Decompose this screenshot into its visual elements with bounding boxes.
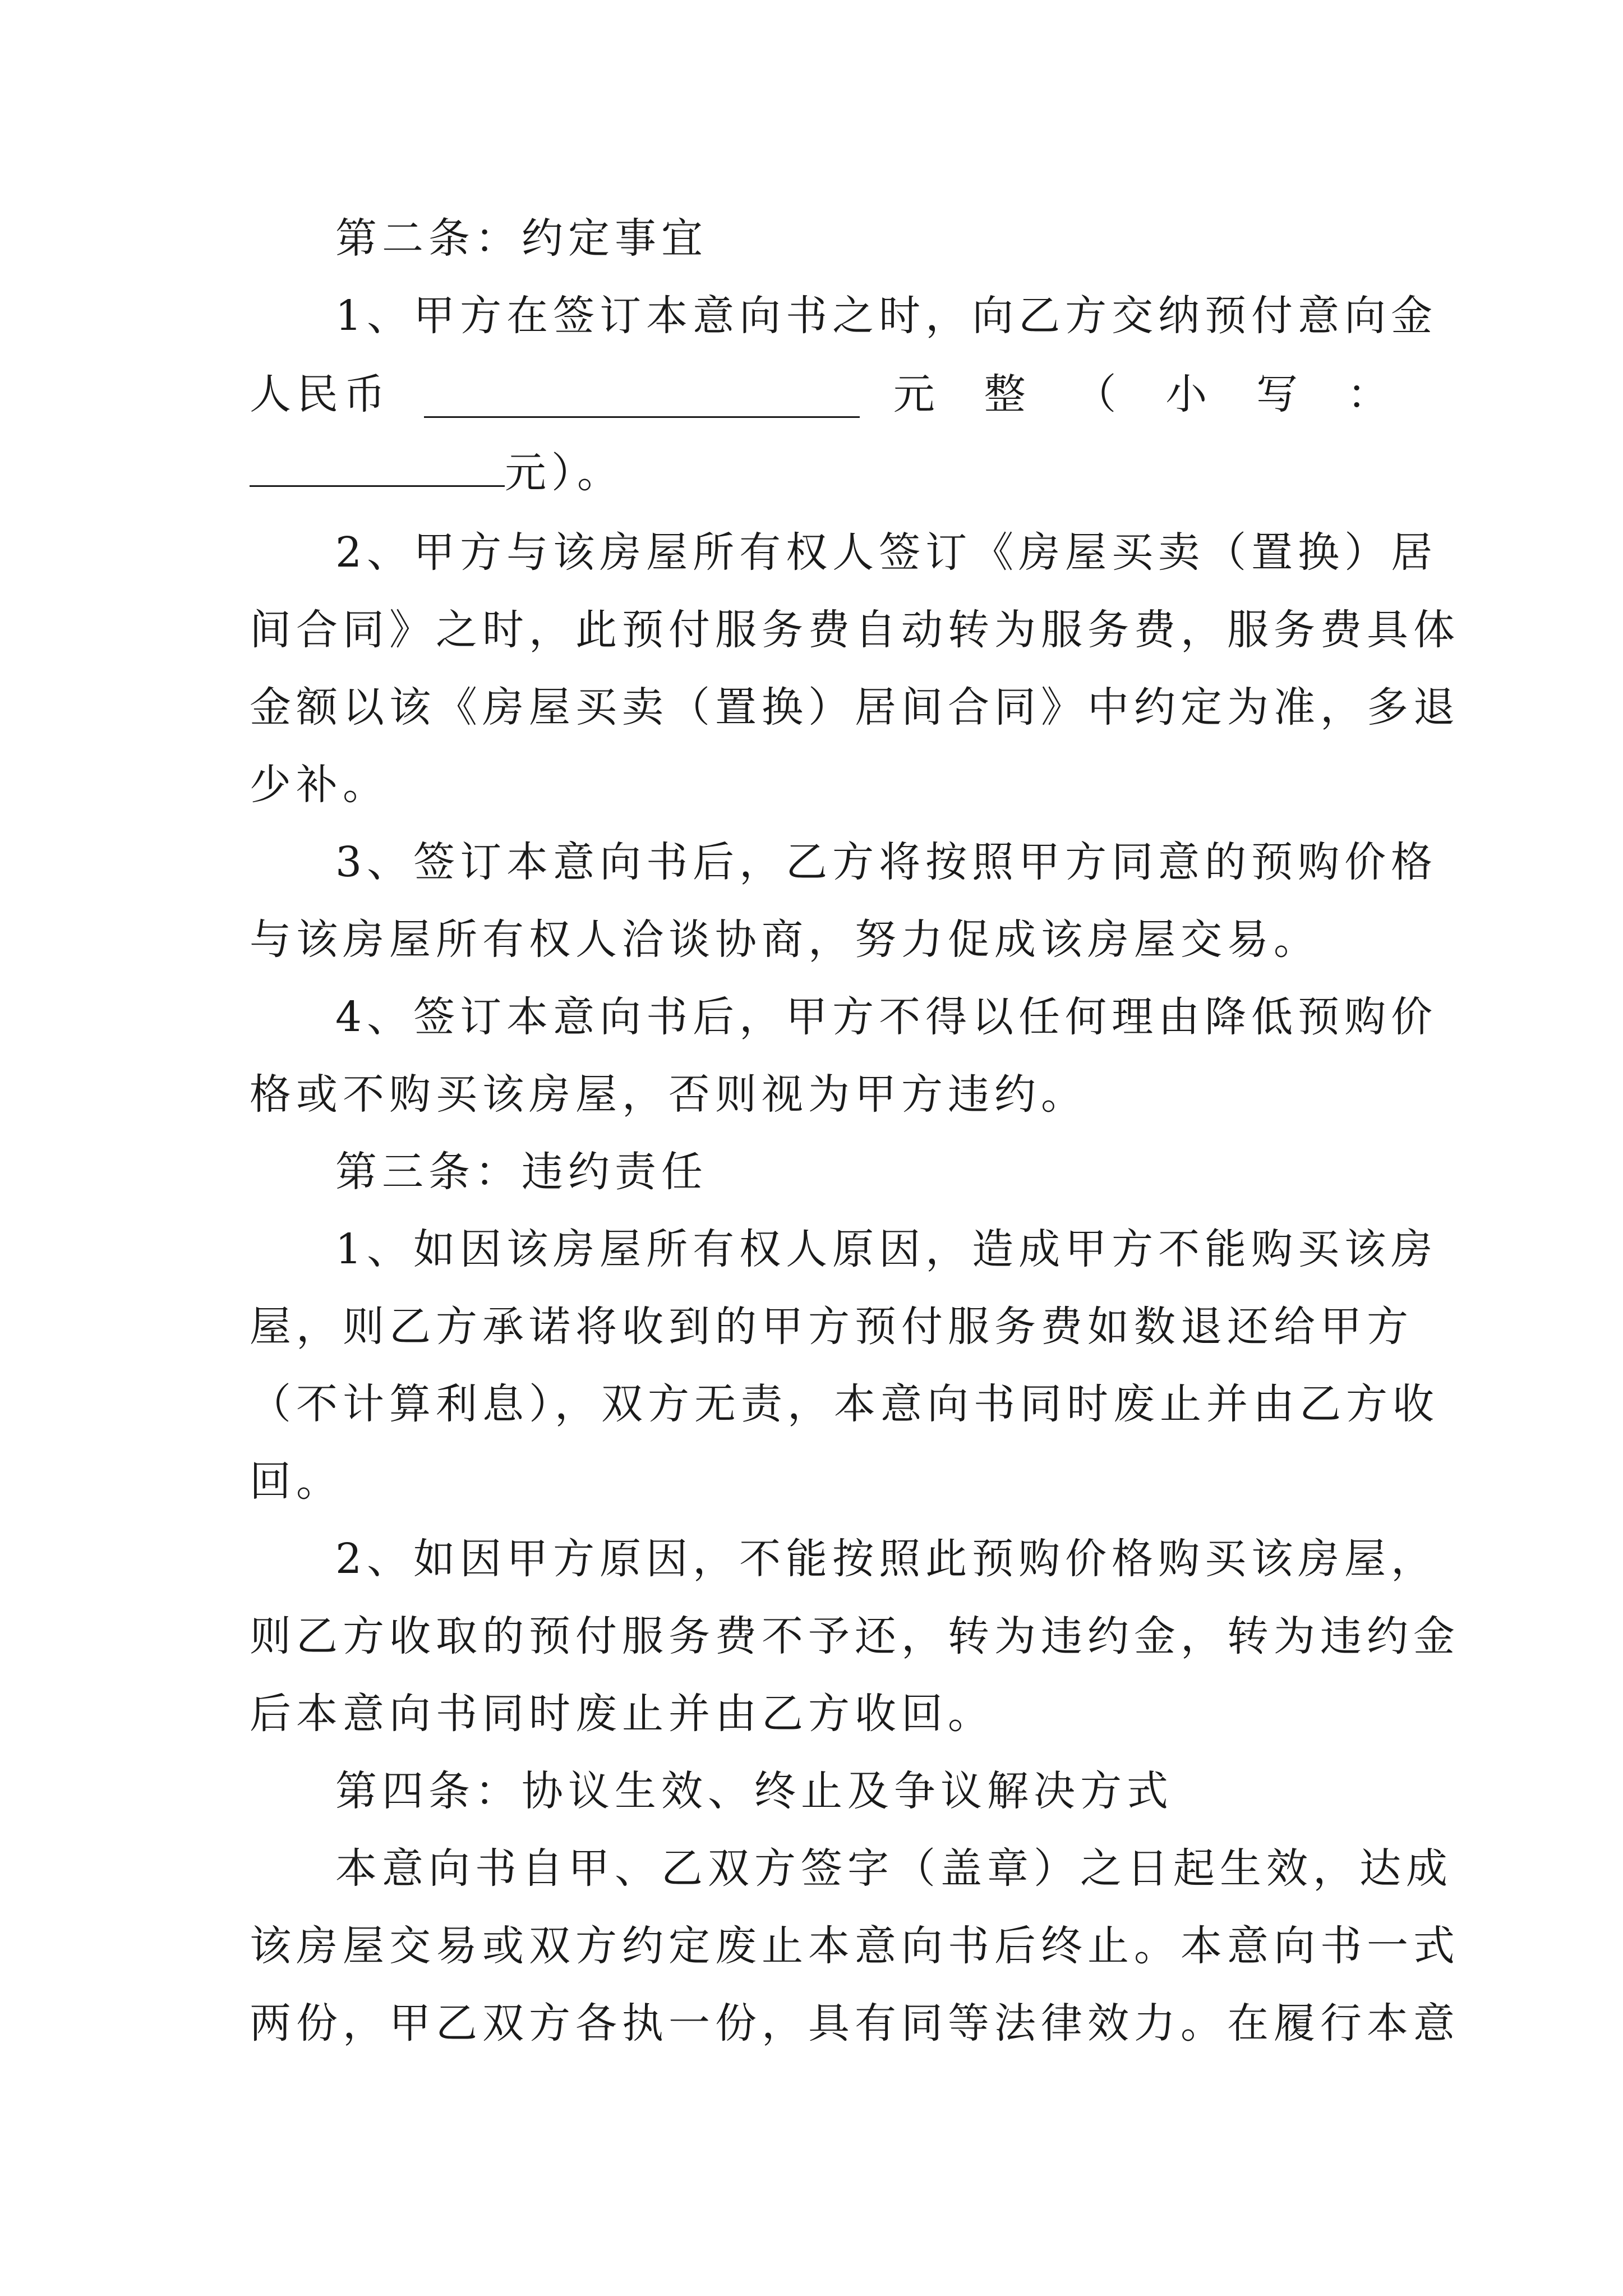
article-4-line-2: 该房屋交易或双方约定废止本意向书后终止。本意向书一式	[250, 1922, 1460, 1970]
article-2-heading: 第二条：约定事宜	[335, 214, 708, 263]
amount-blank-field	[424, 371, 860, 418]
clause-2-4-line-1: 4、签订本意向书后，甲方不得以任何理由降低预购价	[335, 993, 1438, 1041]
clause-3-1-line-1: 1、如因该房屋所有权人原因，造成甲方不能购买该房	[335, 1225, 1438, 1273]
clause-2-2-line-1: 2、甲方与该房屋所有权人签订《房屋买卖（置换）居	[335, 528, 1438, 577]
clause-2-2-line-4: 少补。	[250, 761, 389, 809]
clause-3-1-line-2: 屋，则乙方承诺将收到的甲方预付服务费如数退还给甲方	[250, 1303, 1413, 1351]
clause-3-2-line-3: 后本意向书同时废止并由乙方收回。	[250, 1690, 994, 1738]
article-4-line-3: 两份，甲乙双方各执一份，具有同等法律效力。在履行本意	[250, 1999, 1460, 2047]
clause-3-2-line-1: 2、如因甲方原因，不能按照此预购价格购买该房屋，	[335, 1535, 1438, 1583]
small-amount-line: 元）。	[250, 439, 1394, 507]
article-3-heading: 第三条：违约责任	[335, 1148, 708, 1196]
article-4-line-1: 本意向书自甲、乙双方签字（盖章）之日起生效，达成	[335, 1844, 1453, 1893]
rmb-label: 人 民 币	[250, 370, 390, 418]
clause-3-1-line-4: 回。	[250, 1457, 343, 1506]
clause-2-1-line-1: 1、甲方在签订本意向书之时，向乙方交纳预付意向金	[335, 292, 1438, 340]
clause-2-3-line-1: 3、签订本意向书后，乙方将按照甲方同意的预购价格	[335, 838, 1438, 886]
small-amount-blank-field	[250, 440, 505, 487]
clause-2-4-line-2: 格或不购买该房屋，否则视为甲方违约。	[250, 1070, 1087, 1119]
article-4-heading: 第四条：协议生效、终止及争议解决方式	[335, 1767, 1173, 1815]
clause-2-2-line-3: 金额以该《房屋买卖（置换）居间合同》中约定为准，多退	[250, 683, 1460, 731]
clause-3-2-line-2: 则乙方收取的预付服务费不予还，转为违约金，转为违约金	[250, 1612, 1460, 1660]
clause-2-3-line-2: 与该房屋所有权人洽谈协商，努力促成该房屋交易。	[250, 915, 1320, 964]
rmb-amount-line	[250, 361, 1394, 428]
clause-2-2-line-2: 间合同》之时，此预付服务费自动转为服务费，服务费具体	[250, 606, 1460, 654]
clause-3-1-line-3: （不计算利息），双方无责，本意向书同时废止并由乙方收	[250, 1380, 1439, 1428]
rmb-suffix-label: 元 整 （ 小 写 ：	[893, 370, 1394, 418]
